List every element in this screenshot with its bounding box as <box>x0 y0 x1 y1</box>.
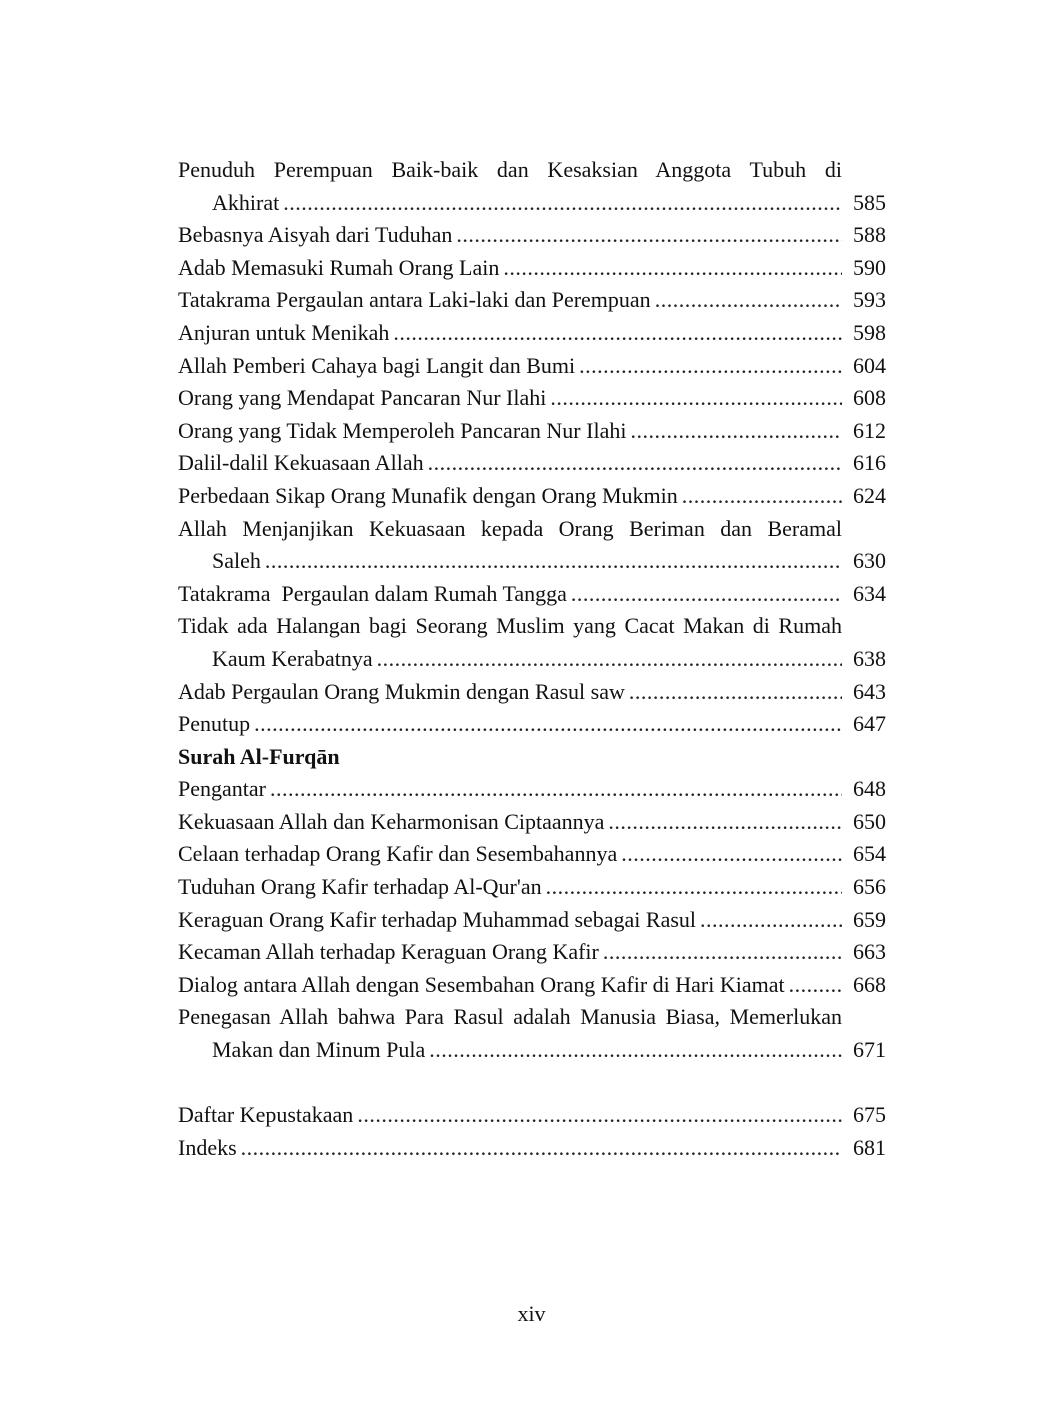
toc-entry[interactable] <box>178 904 886 937</box>
toc-entry-title: Dalil-dalil Kekuasaan Allah <box>178 450 424 476</box>
toc-entry-title: Makan dan Minum Pula <box>212 1037 426 1063</box>
dot-leader <box>621 838 842 871</box>
toc-entry-page: 647 <box>853 711 886 737</box>
toc-entry-page: 634 <box>853 580 886 606</box>
toc-entry[interactable] <box>178 219 886 252</box>
page-number: xiv <box>517 1301 546 1326</box>
toc-entry-title: Pengantar <box>178 776 266 802</box>
toc-entry[interactable] <box>178 708 886 741</box>
toc-entry-page: 656 <box>853 874 886 900</box>
toc-entry-title: Dialog antara Allah dengan Sesembahan Orang Kafir di Hari Kiamat <box>178 971 785 997</box>
dot-leader <box>682 480 842 513</box>
section-heading: Surah Al-Furqān <box>178 743 340 769</box>
toc-entry-page: 616 <box>853 450 886 476</box>
toc-entry-title: Tatakrama Pergaulan antara Laki-laki dan Perempuan <box>178 287 651 313</box>
toc-entry-title: Adab Pergaulan Orang Mukmin dengan Rasul saw <box>178 678 625 704</box>
toc-entry[interactable] <box>178 1132 886 1165</box>
toc-entry-title: Celaan terhadap Orang Kafir dan Sesembahannya <box>178 841 618 867</box>
toc-entry-page: 608 <box>853 385 886 411</box>
toc-entry-title: Kaum Kerabatnya <box>212 645 373 671</box>
toc-entry[interactable] <box>178 1099 886 1132</box>
dot-leader <box>393 317 842 350</box>
toc-entry-page: 675 <box>853 1102 886 1128</box>
toc-entry[interactable] <box>178 447 886 480</box>
toc-entry-title: Perbedaan Sikap Orang Munafik dengan Orang Mukmin <box>178 482 678 508</box>
toc-entry[interactable] <box>178 545 886 578</box>
toc-entry-line1: Allah Menjanjikan Kekuasaan kepada Orang Beriman dan Beramal <box>178 515 842 541</box>
toc-entry-line1: Penegasan Allah bahwa Para Rasul adalah Manusia Biasa, Memerlukan <box>178 1004 842 1030</box>
toc-entry-page: 659 <box>853 906 886 932</box>
toc-entry-page: 604 <box>853 352 886 378</box>
toc-entry-page: 681 <box>853 1134 886 1160</box>
toc-entry-page: 663 <box>853 939 886 965</box>
toc-entry-page: 671 <box>853 1037 886 1063</box>
toc-entry-title: Indeks <box>178 1134 237 1160</box>
toc-entry[interactable] <box>178 676 886 709</box>
toc-entry[interactable] <box>178 480 886 513</box>
dot-leader <box>429 1034 842 1067</box>
toc-entry[interactable] <box>178 382 886 415</box>
toc-entry-line1: Penuduh Perempuan Baik-baik dan Kesaksian Anggota Tubuh di <box>178 157 842 182</box>
toc-entry-page: 650 <box>853 808 886 834</box>
dot-leader <box>608 806 842 839</box>
dot-leader <box>579 350 842 383</box>
dot-leader <box>241 1132 842 1165</box>
toc-entry-title: Kecaman Allah terhadap Keraguan Orang Kafir <box>178 939 599 965</box>
dot-leader <box>270 773 842 806</box>
dot-leader <box>377 643 842 676</box>
toc-entry-title: Keraguan Orang Kafir terhadap Muhammad sebagai Rasul <box>178 906 697 932</box>
dot-leader <box>655 284 842 317</box>
toc-entry-title: Tatakrama Pergaulan dalam Rumah Tangga <box>178 580 567 606</box>
toc-entry-page: 638 <box>853 645 886 671</box>
toc-entry[interactable] <box>178 838 886 871</box>
dot-leader <box>546 871 842 904</box>
toc-entry-page: 590 <box>853 254 886 280</box>
dot-leader <box>265 545 842 578</box>
toc-entry[interactable] <box>178 317 886 350</box>
dot-leader <box>254 708 842 741</box>
toc-entry[interactable] <box>178 936 886 969</box>
toc-entry-title: Bebasnya Aisyah dari Tuduhan <box>178 222 453 248</box>
toc-entry-title: Orang yang Tidak Memperoleh Pancaran Nur Ilahi <box>178 417 627 443</box>
dot-leader <box>550 382 842 415</box>
toc-entry[interactable] <box>178 284 886 317</box>
dot-leader <box>630 415 842 448</box>
toc-entry-title: Anjuran untuk Menikah <box>178 319 390 345</box>
toc-entry[interactable] <box>178 252 886 285</box>
spacer <box>178 1067 886 1100</box>
toc-entry[interactable] <box>178 415 886 448</box>
dot-leader <box>357 1099 842 1132</box>
toc-entry-page: 585 <box>853 189 886 215</box>
toc-entry-page: 588 <box>853 222 886 248</box>
toc-entry-page: 593 <box>853 287 886 313</box>
dot-leader <box>456 219 842 252</box>
toc-entry-title: Kekuasaan Allah dan Keharmonisan Ciptaannya <box>178 808 605 834</box>
toc-entry-title: Tuduhan Orang Kafir terhadap Al-Qur'an <box>178 874 542 900</box>
toc-entry-page: 598 <box>853 319 886 345</box>
toc-entry-page: 612 <box>853 417 886 443</box>
toc-entry[interactable] <box>178 806 886 839</box>
toc-entry[interactable] <box>178 773 886 806</box>
toc-entry[interactable] <box>178 187 886 220</box>
toc-entry-page: 654 <box>853 841 886 867</box>
toc-entry-page: 668 <box>853 971 886 997</box>
toc-entry-line1: Tidak ada Halangan bagi Seorang Muslim yang Cacat Makan di Rumah <box>178 613 842 639</box>
toc-entry[interactable] <box>178 643 886 676</box>
toc-entry-page: 643 <box>853 678 886 704</box>
toc-entry-page: 648 <box>853 776 886 802</box>
dot-leader <box>428 447 842 480</box>
toc-entry-title: Adab Memasuki Rumah Orang Lain <box>178 254 500 280</box>
toc-entry-title: Daftar Kepustakaan <box>178 1102 354 1128</box>
dot-leader <box>789 969 842 1002</box>
toc-entry[interactable] <box>178 1034 886 1067</box>
dot-leader <box>700 904 842 937</box>
dot-leader <box>503 252 842 285</box>
toc-entry[interactable] <box>178 578 886 611</box>
toc-entry-title: Akhirat <box>212 189 280 215</box>
toc-entry-page: 624 <box>853 482 886 508</box>
toc-entry-title: Orang yang Mendapat Pancaran Nur Ilahi <box>178 385 547 411</box>
toc-entry[interactable] <box>178 871 886 904</box>
toc-entry-title: Penutup <box>178 711 251 737</box>
toc-entry-page: 630 <box>853 548 886 574</box>
dot-leader <box>571 578 842 611</box>
dot-leader <box>283 187 842 220</box>
table-of-contents <box>178 154 886 1164</box>
toc-entry-title: Allah Pemberi Cahaya bagi Langit dan Bumi <box>178 352 576 378</box>
dot-leader <box>629 676 842 709</box>
toc-entry-title: Saleh <box>212 548 261 574</box>
toc-entry[interactable] <box>178 350 886 383</box>
toc-entry[interactable] <box>178 969 886 1002</box>
dot-leader <box>603 936 842 969</box>
